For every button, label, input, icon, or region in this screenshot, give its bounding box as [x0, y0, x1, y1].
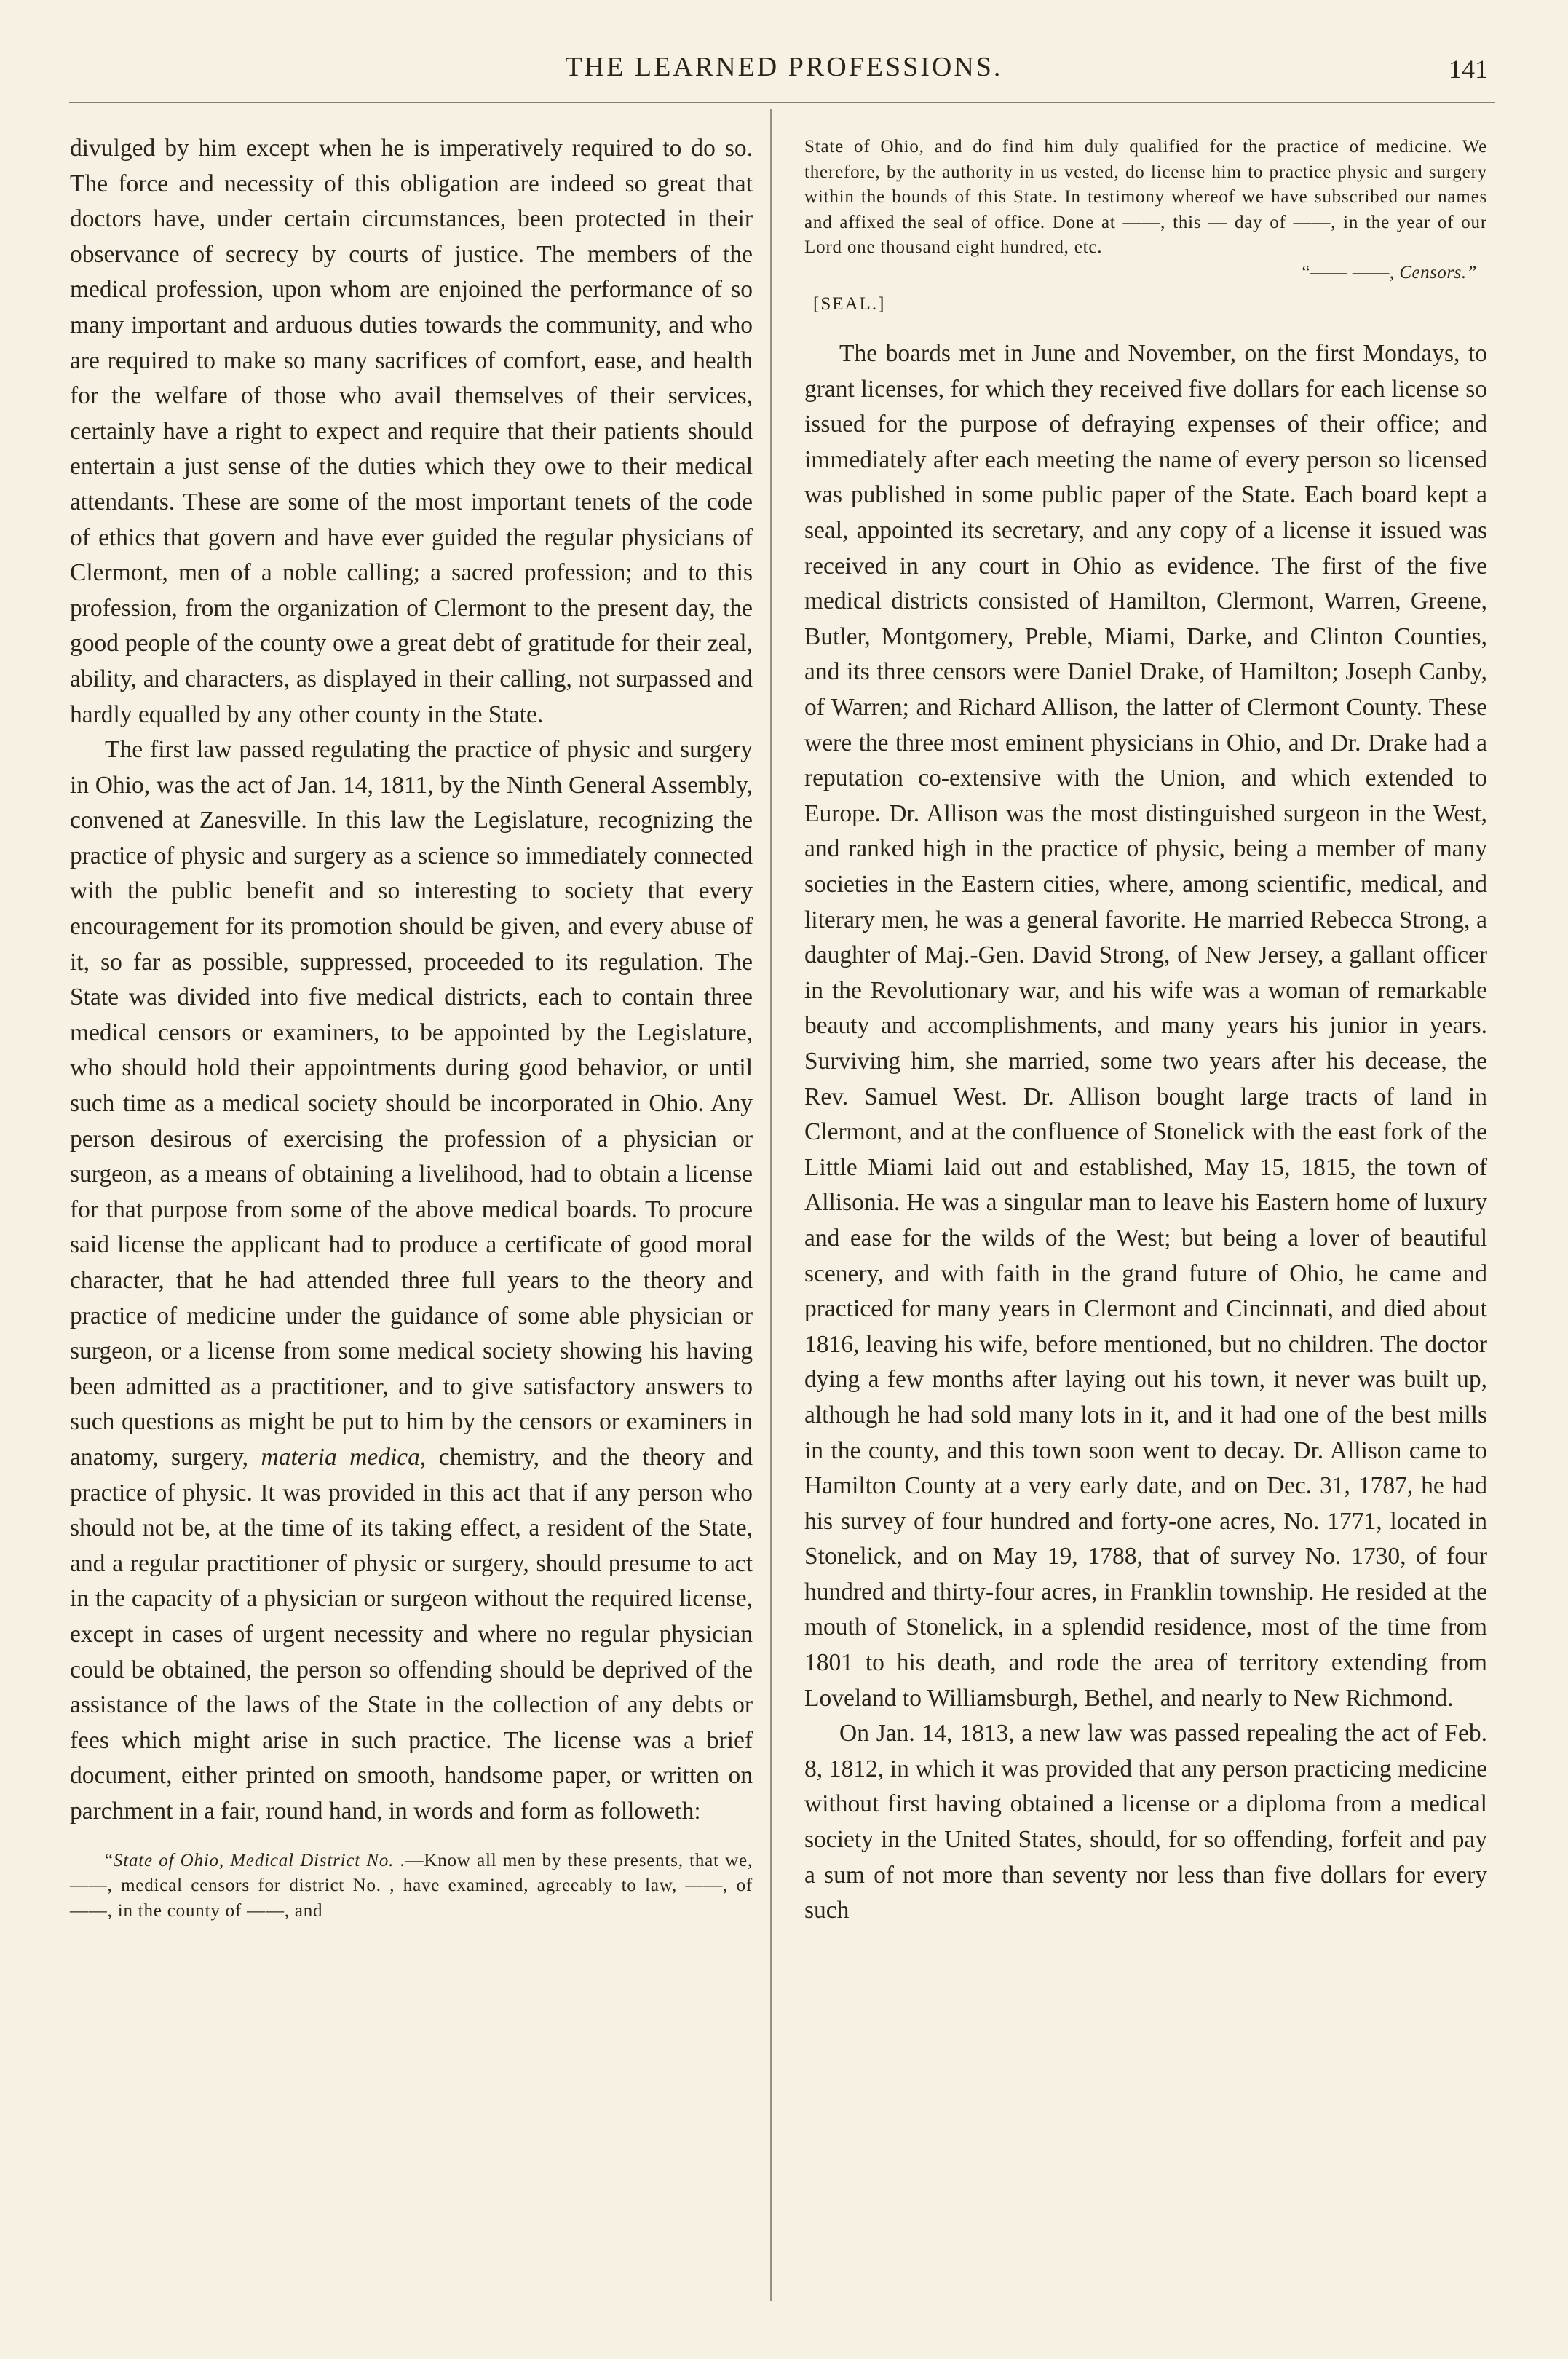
- paragraph-first-law: [70, 732, 753, 1829]
- running-head: THE LEARNED PROFESSIONS.: [565, 52, 1003, 82]
- column-divider: [770, 109, 772, 2301]
- right-column: [804, 135, 1487, 1929]
- header-rule: [69, 102, 1495, 103]
- signature-blanks: “—— ——,: [1302, 262, 1400, 282]
- license-open-quote: “: [105, 1850, 114, 1870]
- left-column: [70, 131, 753, 1924]
- paragraph-new-law: On Jan. 14, 1813, a new law was passed repealing the act of Feb. 8, 1812, in which it was provided that any person practicing medicine without first having obtained a license or a diploma from a medical society in the United States, should, for so offending, forfeit and pay a sum of not more than seventy nor less than five dollars for every such: [804, 1720, 1487, 1924]
- paragraph-first-law-text-a: The first law passed regulating the practice of physic and surgery in Ohio, was the act of Jan. 14, 1811, by the Ninth General Assembly, convened at Zanesville. In this law the Legislature, recognizing the practice of physic and surgery as a science so immediately connected with the public benefit and so interesting to society that every encouragement for its promotion should be given, and every abuse of it, so far as possible, suppressed, proceeded to its regulation. The State was divided into five medical districts, each to contain three medical censors or examiners, to be appointed by the Legislature, who should hold their appointments during good behavior, or until such time as a medical society should be incorporated in Ohio. Any person desirous of exercising the profession of a physician or surgeon, as a means of obtaining a livelihood, had to obtain a license for that purpose from some of the above medical boards. To procure said license the applicant had to produce a certificate of good moral character, that he had attended three full years to the theory and practice of medicine under the guidance of some able physician or surgeon, or a license from some medical society showing his having been admitted as a practitioner, and to give satisfactory answers to such questions as might be put to him by the censors or examiners in anatomy, surgery,: [70, 736, 753, 1471]
- paragraph-ethics: divulged by him except when he is imperatively required to do so. The force and necessity of this obligation are indeed so great that doctors have, under certain circumstances, been protected in their observance of secrecy by courts of justice. The members of the medical profession, upon whom are enjoined the performance of so many important and arduous duties towards the community, and who are required to make so many sacrifices of comfort, ease, and health for the welfare of those who avail themselves of their services, certainly have a right to expect and require that their patients should entertain a just sense of the duties which they owe to their medical attendants. These are some of the most important tenets of the code of ethics that govern and have ever guided the regular physicians of Clermont, men of a noble calling; a sacred profession; and to this profession, from the organization of Clermont to the present day, the good people of the county owe a great debt of gratitude for their zeal, ability, and characters, as displayed in their calling, not surpassed and hardly equalled by any other county in the State.: [70, 135, 753, 728]
- page-number: 141: [1449, 55, 1488, 84]
- license-body-start: .—Know all men by these presents, that we, ——, medical censors for district No. , have examined, agreeably to law, ——, of ——, in the county of ——, and: [70, 1850, 753, 1921]
- license-quote-start: [70, 1849, 753, 1924]
- censors-signature: [804, 261, 1487, 285]
- license-heading: State of Ohio, Medical District No.: [113, 1850, 395, 1870]
- page-header: [0, 47, 1568, 98]
- seal-mark: [SEAL.]: [813, 293, 886, 314]
- paragraph-boards: The boards met in June and November, on the first Mondays, to grant licenses, for which they received five dollars for each license so issued for the purpose of defraying expenses of their office; and immediately after each meeting the name of every person so licensed was published in some public paper of the State. Each board kept a seal, appointed its secretary, and any copy of a license it issued was received in any court in Ohio as evidence. The first of the five medical districts consisted of Hamilton, Clermont, Warren, Greene, Butler, Montgomery, Preble, Miami, Darke, and Clinton Counties, and its three censors were Daniel Drake, of Hamilton; Joseph Canby, of Warren; and Richard Allison, the latter of Clermont County. These were the three most eminent physicians in Ohio, and Dr. Drake had a reputation co-extensive with the Union, and which extended to Europe. Dr. Allison was the most distinguished surgeon in the West, and ranked high in the practice of physic, being a member of many societies in the Eastern cities, where, among scientific, medical, and literary men, he was a general favorite. He married Rebecca Strong, a daughter of Maj.-Gen. David Strong, of New Jersey, a gallant officer in the Revolutionary war, and his wife was a woman of remarkable beauty and accomplishments, and many years his junior in years. Surviving him, she married, some two years after his decease, the Rev. Samuel West. Dr. Allison bought large tracts of land in Clermont, and at the confluence of Stonelick with the east fork of the Little Miami laid out and established, May 15, 1815, the town of Allisonia. He was a singular man to leave his Eastern home of luxury and ease for the wilds of the West; but being a lover of beautiful scenery, and with faith in the grand future of Ohio, he came and practiced for many years in Clermont and Cincinnati, and died about 1816, leaving his wife, before mentioned, but no children. The doctor dying a few months after laying out his town, it never was built up, although he had sold many lots in it, and it had one of the best mills in the county, and this town soon went to decay. Dr. Allison came to Hamilton County at a very early date, and on Dec. 31, 1787, he had his survey of four hundred and forty-one acres, No. 1771, located in Stonelick, and on May 19, 1788, that of survey No. 1730, of four hundred and thirty-four acres, in Franklin township. He resided at the mouth of Stonelick, in a splendid residence, most of the time from 1801 to his death, and rode the area of territory extending from Loveland to Williamsburgh, Bethel, and nearly to New Richmond.: [804, 340, 1487, 1712]
- censors-label: Censors.”: [1399, 262, 1477, 282]
- license-quote-continued: State of Ohio, and do find him duly qualified for the practice of medicine. We therefore, by the authority in us vested, do license him to practice physic and surgery within the bounds of this State. In testimony whereof we have subscribed our names and affixed the seal of office. Done at ——, this — day of ——, in the year of our Lord one thousand eight hundred, etc.: [804, 137, 1487, 257]
- paragraph-first-law-text-b: , chemistry, and the theory and practice of physic. It was provided in this act that if any person who should not be, at the time of its taking effect, a resident of the State, and a regular practitioner of physic or surgery, should presume to act in the capacity of a physician or surgeon without the required license, except in cases of urgent necessity and where no regular physician could be obtained, the person so offending should be deprived of the assistance of the laws of the State in the collection of any debts or fees which might arise in such practice. The license was a brief document, either printed on smooth, handsome paper, or written on parchment in a fair, round hand, in words and form as followeth:: [70, 1443, 753, 1825]
- materia-medica-term: materia medica: [261, 1443, 420, 1471]
